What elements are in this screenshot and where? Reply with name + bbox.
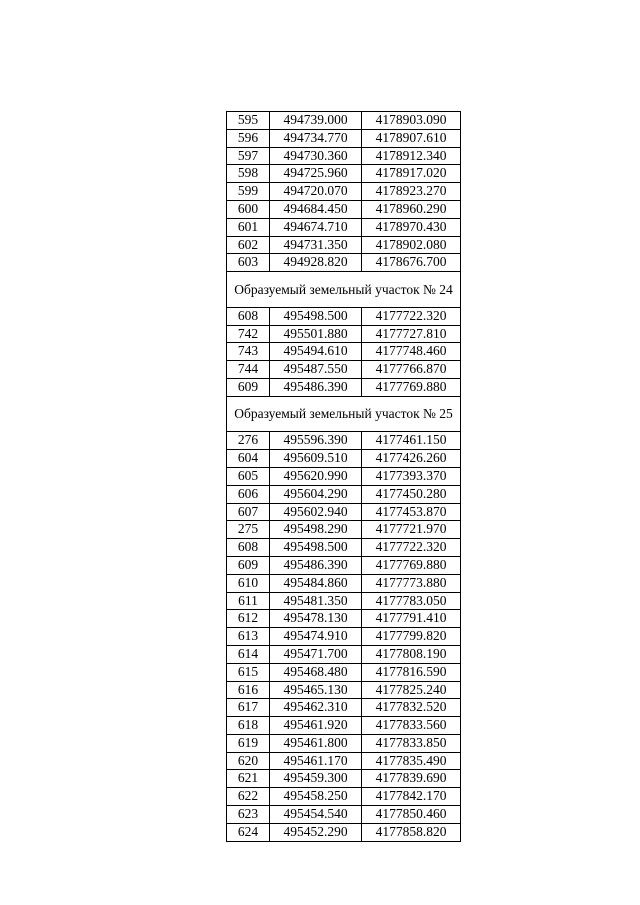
point-number-cell: 606	[227, 485, 270, 503]
x-coordinate-cell: 495478.130	[270, 610, 362, 628]
table-row	[227, 147, 461, 165]
x-coordinate-cell: 494730.360	[270, 147, 362, 165]
y-coordinate-cell: 4178907.610	[362, 129, 461, 147]
y-coordinate-cell: 4177835.490	[362, 752, 461, 770]
table-row	[227, 681, 461, 699]
table-row	[227, 592, 461, 610]
x-coordinate-cell: 495474.910	[270, 628, 362, 646]
x-coordinate-cell: 495484.860	[270, 574, 362, 592]
point-number-cell: 603	[227, 254, 270, 272]
x-coordinate-cell: 495604.290	[270, 485, 362, 503]
point-number-cell: 620	[227, 752, 270, 770]
y-coordinate-cell: 4177453.870	[362, 503, 461, 521]
y-coordinate-cell: 4177858.820	[362, 823, 461, 841]
y-coordinate-cell: 4177816.590	[362, 663, 461, 681]
section-title: Образуемый земельный участок № 24	[227, 272, 461, 308]
point-number-cell: 608	[227, 539, 270, 557]
x-coordinate-cell: 495461.800	[270, 734, 362, 752]
y-coordinate-cell: 4177842.170	[362, 788, 461, 806]
y-coordinate-cell: 4177783.050	[362, 592, 461, 610]
point-number-cell: 596	[227, 129, 270, 147]
point-number-cell: 604	[227, 450, 270, 468]
x-coordinate-cell: 494720.070	[270, 183, 362, 201]
table-row	[227, 165, 461, 183]
x-coordinate-cell: 495498.290	[270, 521, 362, 539]
point-number-cell: 275	[227, 521, 270, 539]
table-row	[227, 432, 461, 450]
y-coordinate-cell: 4177833.560	[362, 717, 461, 735]
table-row	[227, 699, 461, 717]
table-row	[227, 325, 461, 343]
table-row	[227, 343, 461, 361]
point-number-cell: 618	[227, 717, 270, 735]
table-row	[227, 218, 461, 236]
table-row	[227, 503, 461, 521]
section-title: Образуемый земельный участок № 25	[227, 396, 461, 432]
table-row	[227, 752, 461, 770]
y-coordinate-cell: 4177721.970	[362, 521, 461, 539]
point-number-cell: 623	[227, 806, 270, 824]
y-coordinate-cell: 4177450.280	[362, 485, 461, 503]
y-coordinate-cell: 4177393.370	[362, 467, 461, 485]
point-number-cell: 616	[227, 681, 270, 699]
point-number-cell: 614	[227, 645, 270, 663]
x-coordinate-cell: 494725.960	[270, 165, 362, 183]
table-row	[227, 770, 461, 788]
y-coordinate-cell: 4178903.090	[362, 112, 461, 130]
table-row	[227, 254, 461, 272]
point-number-cell: 601	[227, 218, 270, 236]
section-header-row	[227, 272, 461, 308]
point-number-cell: 744	[227, 361, 270, 379]
point-number-cell: 599	[227, 183, 270, 201]
y-coordinate-cell: 4177791.410	[362, 610, 461, 628]
y-coordinate-cell: 4177727.810	[362, 325, 461, 343]
x-coordinate-cell: 495481.350	[270, 592, 362, 610]
table-row	[227, 734, 461, 752]
table-row	[227, 183, 461, 201]
point-number-cell: 743	[227, 343, 270, 361]
x-coordinate-cell: 495620.990	[270, 467, 362, 485]
coordinates-table-body	[227, 112, 461, 842]
x-coordinate-cell: 495494.610	[270, 343, 362, 361]
x-coordinate-cell: 495454.540	[270, 806, 362, 824]
table-row	[227, 539, 461, 557]
y-coordinate-cell: 4178902.080	[362, 236, 461, 254]
y-coordinate-cell: 4177748.460	[362, 343, 461, 361]
x-coordinate-cell: 495602.940	[270, 503, 362, 521]
x-coordinate-cell: 495461.170	[270, 752, 362, 770]
point-number-cell: 608	[227, 307, 270, 325]
x-coordinate-cell: 495486.390	[270, 378, 362, 396]
y-coordinate-cell: 4177766.870	[362, 361, 461, 379]
table-row	[227, 112, 461, 130]
table-row	[227, 788, 461, 806]
point-number-cell: 609	[227, 556, 270, 574]
x-coordinate-cell: 494674.710	[270, 218, 362, 236]
x-coordinate-cell: 494928.820	[270, 254, 362, 272]
y-coordinate-cell: 4177825.240	[362, 681, 461, 699]
table-row	[227, 610, 461, 628]
x-coordinate-cell: 495459.300	[270, 770, 362, 788]
table-row	[227, 556, 461, 574]
x-coordinate-cell: 494684.450	[270, 200, 362, 218]
table-row	[227, 361, 461, 379]
point-number-cell: 276	[227, 432, 270, 450]
table-row	[227, 378, 461, 396]
x-coordinate-cell: 495501.880	[270, 325, 362, 343]
y-coordinate-cell: 4178970.430	[362, 218, 461, 236]
point-number-cell: 613	[227, 628, 270, 646]
table-row	[227, 521, 461, 539]
x-coordinate-cell: 495462.310	[270, 699, 362, 717]
x-coordinate-cell: 494731.350	[270, 236, 362, 254]
section-header-row	[227, 396, 461, 432]
x-coordinate-cell: 495468.480	[270, 663, 362, 681]
x-coordinate-cell: 495465.130	[270, 681, 362, 699]
x-coordinate-cell: 494739.000	[270, 112, 362, 130]
table-row	[227, 645, 461, 663]
y-coordinate-cell: 4178923.270	[362, 183, 461, 201]
table-row	[227, 450, 461, 468]
y-coordinate-cell: 4177799.820	[362, 628, 461, 646]
y-coordinate-cell: 4177769.880	[362, 556, 461, 574]
point-number-cell: 607	[227, 503, 270, 521]
point-number-cell: 597	[227, 147, 270, 165]
x-coordinate-cell: 495486.390	[270, 556, 362, 574]
table-row	[227, 200, 461, 218]
point-number-cell: 615	[227, 663, 270, 681]
y-coordinate-cell: 4178917.020	[362, 165, 461, 183]
y-coordinate-cell: 4177850.460	[362, 806, 461, 824]
coordinates-table	[226, 111, 461, 842]
x-coordinate-cell: 495461.920	[270, 717, 362, 735]
point-number-cell: 605	[227, 467, 270, 485]
y-coordinate-cell: 4177769.880	[362, 378, 461, 396]
y-coordinate-cell: 4177833.850	[362, 734, 461, 752]
y-coordinate-cell: 4177426.260	[362, 450, 461, 468]
point-number-cell: 617	[227, 699, 270, 717]
table-row	[227, 467, 461, 485]
table-row	[227, 806, 461, 824]
table-row	[227, 485, 461, 503]
y-coordinate-cell: 4177461.150	[362, 432, 461, 450]
table-row	[227, 823, 461, 841]
point-number-cell: 611	[227, 592, 270, 610]
table-row	[227, 628, 461, 646]
table-row	[227, 129, 461, 147]
y-coordinate-cell: 4177722.320	[362, 307, 461, 325]
point-number-cell: 595	[227, 112, 270, 130]
point-number-cell: 619	[227, 734, 270, 752]
x-coordinate-cell: 495609.510	[270, 450, 362, 468]
point-number-cell: 602	[227, 236, 270, 254]
y-coordinate-cell: 4177722.320	[362, 539, 461, 557]
point-number-cell: 624	[227, 823, 270, 841]
x-coordinate-cell: 495596.390	[270, 432, 362, 450]
x-coordinate-cell: 495487.550	[270, 361, 362, 379]
y-coordinate-cell: 4177839.690	[362, 770, 461, 788]
point-number-cell: 622	[227, 788, 270, 806]
x-coordinate-cell: 495452.290	[270, 823, 362, 841]
point-number-cell: 610	[227, 574, 270, 592]
y-coordinate-cell: 4177832.520	[362, 699, 461, 717]
point-number-cell: 742	[227, 325, 270, 343]
x-coordinate-cell: 494734.770	[270, 129, 362, 147]
point-number-cell: 621	[227, 770, 270, 788]
point-number-cell: 612	[227, 610, 270, 628]
x-coordinate-cell: 495458.250	[270, 788, 362, 806]
table-row	[227, 717, 461, 735]
table-row	[227, 236, 461, 254]
y-coordinate-cell: 4178912.340	[362, 147, 461, 165]
x-coordinate-cell: 495471.700	[270, 645, 362, 663]
point-number-cell: 609	[227, 378, 270, 396]
table-row	[227, 307, 461, 325]
table-row	[227, 574, 461, 592]
x-coordinate-cell: 495498.500	[270, 307, 362, 325]
y-coordinate-cell: 4177773.880	[362, 574, 461, 592]
y-coordinate-cell: 4178960.290	[362, 200, 461, 218]
point-number-cell: 598	[227, 165, 270, 183]
point-number-cell: 600	[227, 200, 270, 218]
y-coordinate-cell: 4177808.190	[362, 645, 461, 663]
x-coordinate-cell: 495498.500	[270, 539, 362, 557]
table-row	[227, 663, 461, 681]
y-coordinate-cell: 4178676.700	[362, 254, 461, 272]
